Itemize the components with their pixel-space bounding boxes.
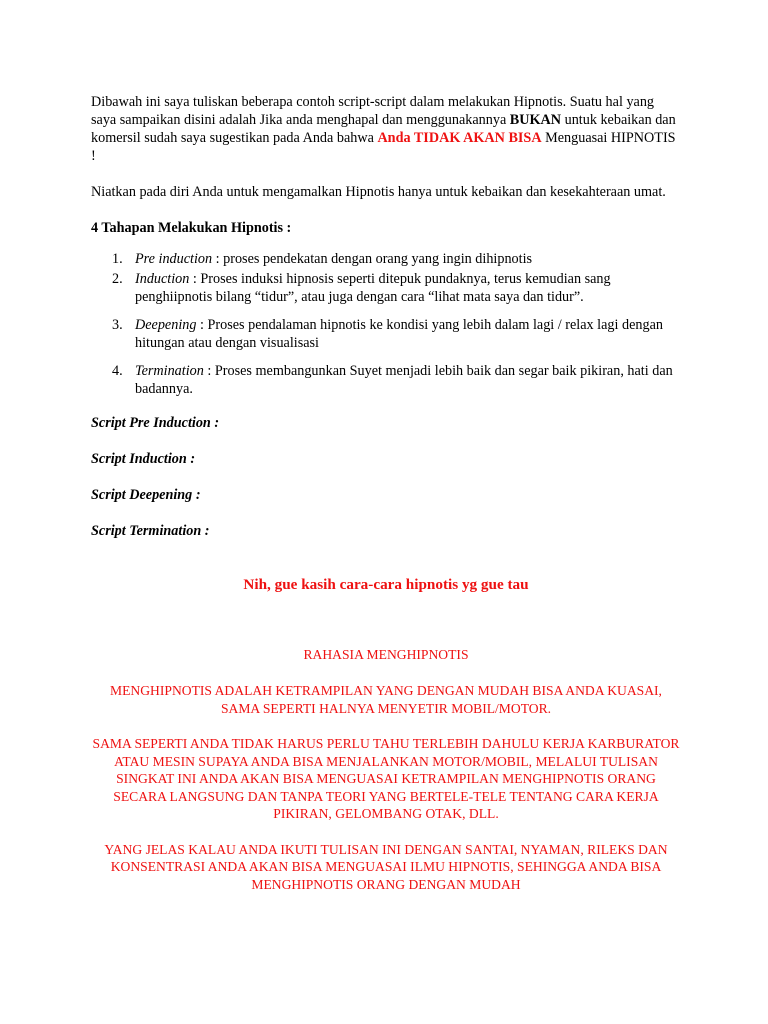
niat-paragraph: Niatkan pada diri Anda untuk mengamalkan Hipnotis hanya untuk kebaikan dan kesekahteraan umat.: [91, 184, 666, 200]
script-induction-label: Script Induction :: [91, 451, 196, 467]
document-body: [91, 93, 681, 893]
stage-desc: : proses pendekatan dengan orang yang ingin dihipnotis: [212, 251, 533, 267]
script-termination-label: Script Termination :: [91, 523, 210, 539]
stage-desc: : Proses induksi hipnosis seperti ditepuk pundaknya, terus kemudian sang penghiipnotis bilang “tidur”, atau juga dengan cara “lihat mata saya dan tidur”.: [135, 271, 611, 305]
stage-number: 1.: [112, 251, 123, 267]
intro-red-warning: Anda TIDAK AKAN BISA: [377, 130, 542, 146]
intro-paragraph: [91, 93, 681, 165]
stages-list: [91, 250, 681, 398]
rahasia-paragraph-2: SAMA SEPERTI ANDA TIDAK HARUS PERLU TAHU TERLEBIH DAHULU KERJA KARBURATOR ATAU MESIN SUPAYA ANDA BISA MENJALANKAN MOTOR/MOBIL, MELALUI TULISAN SINGKAT INI ANDA AKAN BISA MENGUASAI KETRAMPILAN MENGHIPNOTIS ORANG SECARA LANGSUNG DAN TANPA TEORI YANG BERTELE-TELE TENTANG CARA KERJA PIKIRAN, GELOMBANG OTAK, DLL.: [92, 736, 680, 821]
stage-item-deepening: [91, 316, 681, 352]
stage-number: 4.: [112, 363, 123, 379]
stage-term: Deepening: [135, 317, 197, 333]
stage-desc: : Proses membangunkan Suyet menjadi lebih baik dan segar baik pikiran, hati dan badannya.: [135, 363, 673, 397]
stage-term: Termination: [135, 363, 204, 379]
stage-item-pre-induction: [91, 250, 681, 268]
rahasia-paragraph-3: YANG JELAS KALAU ANDA IKUTI TULISAN INI DENGAN SANTAI, NYAMAN, RILEKS DAN KONSENTRASI ANDA AKAN BISA MENGUASAI ILMU HIPNOTIS, SEHINGGA ANDA BISA MENGHIPNOTIS ORANG DENGAN MUDAH: [104, 841, 668, 892]
rahasia-title: RAHASIA MENGHIPNOTIS: [303, 647, 469, 662]
tagline: Nih, gue kasih cara-cara hipnotis yg gue tau: [243, 576, 529, 593]
stage-desc: : Proses pendalaman hipnotis ke kondisi yang lebih dalam lagi / relax lagi dengan hitungan atau dengan visualisasi: [135, 317, 663, 351]
stage-item-termination: [91, 362, 681, 398]
stage-term: Pre induction: [135, 251, 213, 267]
stage-item-induction: [91, 270, 681, 306]
stage-number: 2.: [112, 271, 123, 287]
intro-bold-word: BUKAN: [509, 112, 562, 128]
stage-number: 3.: [112, 317, 123, 333]
rahasia-paragraph-1: MENGHIPNOTIS ADALAH KETRAMPILAN YANG DENGAN MUDAH BISA ANDA KUASAI, SAMA SEPERTI HALNYA MENYETIR MOBIL/MOTOR.: [110, 683, 662, 716]
intro-text-3: Menguasai HIPNOTIS !: [91, 130, 676, 164]
stage-term: Induction: [135, 271, 190, 287]
script-deepening-label: Script Deepening :: [91, 487, 201, 503]
intro-text-1: Dibawah ini saya tuliskan beberapa contoh script-script dalam melakukan Hipnotis. Suatu hal yang saya sampaikan disini adalah Jika anda menghapal dan menggunakannya: [91, 94, 655, 128]
script-pre-induction-label: Script Pre Induction :: [91, 415, 220, 431]
intro-text-2: untuk kebaikan dan komersil sudah saya sugestikan pada Anda bahwa: [91, 112, 676, 146]
stages-heading: 4 Tahapan Melakukan Hipnotis :: [91, 220, 292, 236]
